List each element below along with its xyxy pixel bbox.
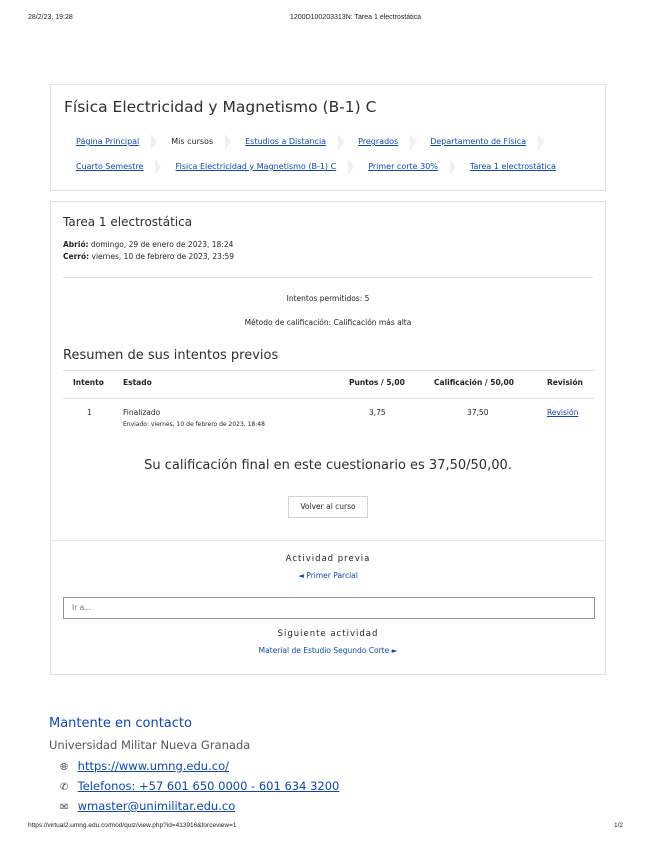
grading-method: Método de calificación: Calificación más alta	[244, 318, 412, 327]
next-activity-link[interactable]: Material de Estudio Segundo Corte ►	[258, 646, 398, 655]
table-top-border	[63, 370, 595, 371]
row-attempt: 1	[87, 408, 92, 417]
breadcrumb-separator-icon	[450, 159, 456, 175]
breadcrumb-first-cut[interactable]: Primer corte 30%	[368, 162, 438, 171]
review-link[interactable]: Revisión	[547, 408, 579, 417]
breadcrumb-separator-icon	[348, 159, 354, 175]
quiz-opened-value: domingo, 29 de enero de 2023, 18:24	[91, 240, 234, 249]
breadcrumb-separator-icon	[225, 134, 231, 150]
divider	[51, 540, 605, 541]
row-grade: 37,50	[467, 408, 489, 417]
breadcrumb-course[interactable]: Fisica Electricidad y Magnetismo (B-1) C	[175, 162, 337, 171]
quiz-closed	[63, 252, 234, 261]
breadcrumb-distance-studies[interactable]: Estudios a Distancia	[245, 137, 327, 146]
header-state: Estado	[123, 378, 152, 387]
quiz-closed-value: viernes, 10 de febrero de 2023, 23:59	[91, 252, 235, 261]
header-review: Revisión	[547, 378, 583, 387]
course-title: Física Electricidad y Magnetismo (B-1) C	[64, 98, 377, 116]
prev-activity-label: Actividad previa	[285, 554, 371, 564]
breadcrumb-home[interactable]: Página Principal	[76, 137, 140, 146]
breadcrumb-my-courses: Mis cursos	[171, 137, 214, 146]
breadcrumb-separator-icon	[538, 134, 544, 150]
quiz-title: Tarea 1 electrostática	[63, 215, 193, 229]
quiz-closed-label: Cerró:	[63, 252, 90, 261]
contact-email	[60, 799, 235, 813]
breadcrumb-separator-icon	[155, 159, 161, 175]
email-link[interactable]: wmaster@unimilitar.edu.co	[77, 799, 236, 813]
print-url: https://virtual2.umng.edu.co/mod/quiz/view.php?id=413916&forceview=1	[28, 822, 237, 829]
row-state: Finalizado	[123, 408, 161, 417]
mail-icon: ✉	[60, 802, 69, 813]
phone-icon: ✆	[60, 782, 69, 793]
next-activity-label: Siguiente actividad	[277, 629, 379, 639]
breadcrumb-physics-dept[interactable]: Departamento de Física	[430, 137, 527, 146]
breadcrumb-quiz[interactable]: Tarea 1 electrostática	[469, 162, 556, 171]
attempts-allowed: Intentos permitidos: 5	[286, 294, 370, 303]
print-datetime: 28/2/23, 19:28	[28, 14, 73, 21]
breadcrumb-undergrad[interactable]: Pregrados	[358, 137, 399, 146]
print-page-title: 1200D100203313N: Tarea 1 electrostática	[290, 14, 422, 21]
prev-activity-link[interactable]: ◄ Primer Parcial	[298, 571, 358, 580]
breadcrumb-separator-icon	[338, 134, 344, 150]
row-submitted: Enviado: viernes, 10 de febrero de 2023, 18:48	[123, 421, 265, 428]
contact-org: Universidad Militar Nueva Granada	[49, 738, 251, 752]
header-attempt: Intento	[73, 378, 104, 387]
breadcrumb-fourth-semester[interactable]: Cuarto Semestre	[76, 162, 144, 171]
course-header-card	[50, 84, 606, 191]
breadcrumb-separator-icon	[151, 134, 157, 150]
contact-website	[60, 759, 229, 773]
contact-title: Mantente en contacto	[49, 716, 192, 731]
header-grade: Calificación / 50,00	[434, 378, 514, 387]
website-link[interactable]: https://www.umng.edu.co/	[77, 759, 229, 773]
table-header-border	[63, 398, 595, 399]
row-points: 3,75	[369, 408, 386, 417]
globe-icon: 🌐︎	[60, 762, 68, 773]
print-page-number: 1/2	[614, 822, 624, 829]
divider	[63, 277, 593, 278]
contact-phone	[60, 779, 339, 793]
summary-title: Resumen de sus intentos previos	[63, 348, 279, 363]
header-points: Puntos / 5,00	[349, 378, 405, 387]
breadcrumb-separator-icon	[410, 134, 416, 150]
final-grade: Su calificación final en este cuestionario es 37,50/50,00.	[144, 458, 512, 473]
breadcrumb	[64, 129, 584, 179]
quiz-opened	[63, 240, 233, 249]
back-to-course-button[interactable]: Volver al curso	[288, 496, 368, 518]
phone-link[interactable]: Telefonos: +57 601 650 0000 - 601 634 3200	[77, 779, 340, 793]
quiz-opened-label: Abrió:	[63, 240, 89, 249]
jump-to-select[interactable]: Ir a...	[63, 597, 595, 619]
quiz-card	[50, 201, 606, 675]
